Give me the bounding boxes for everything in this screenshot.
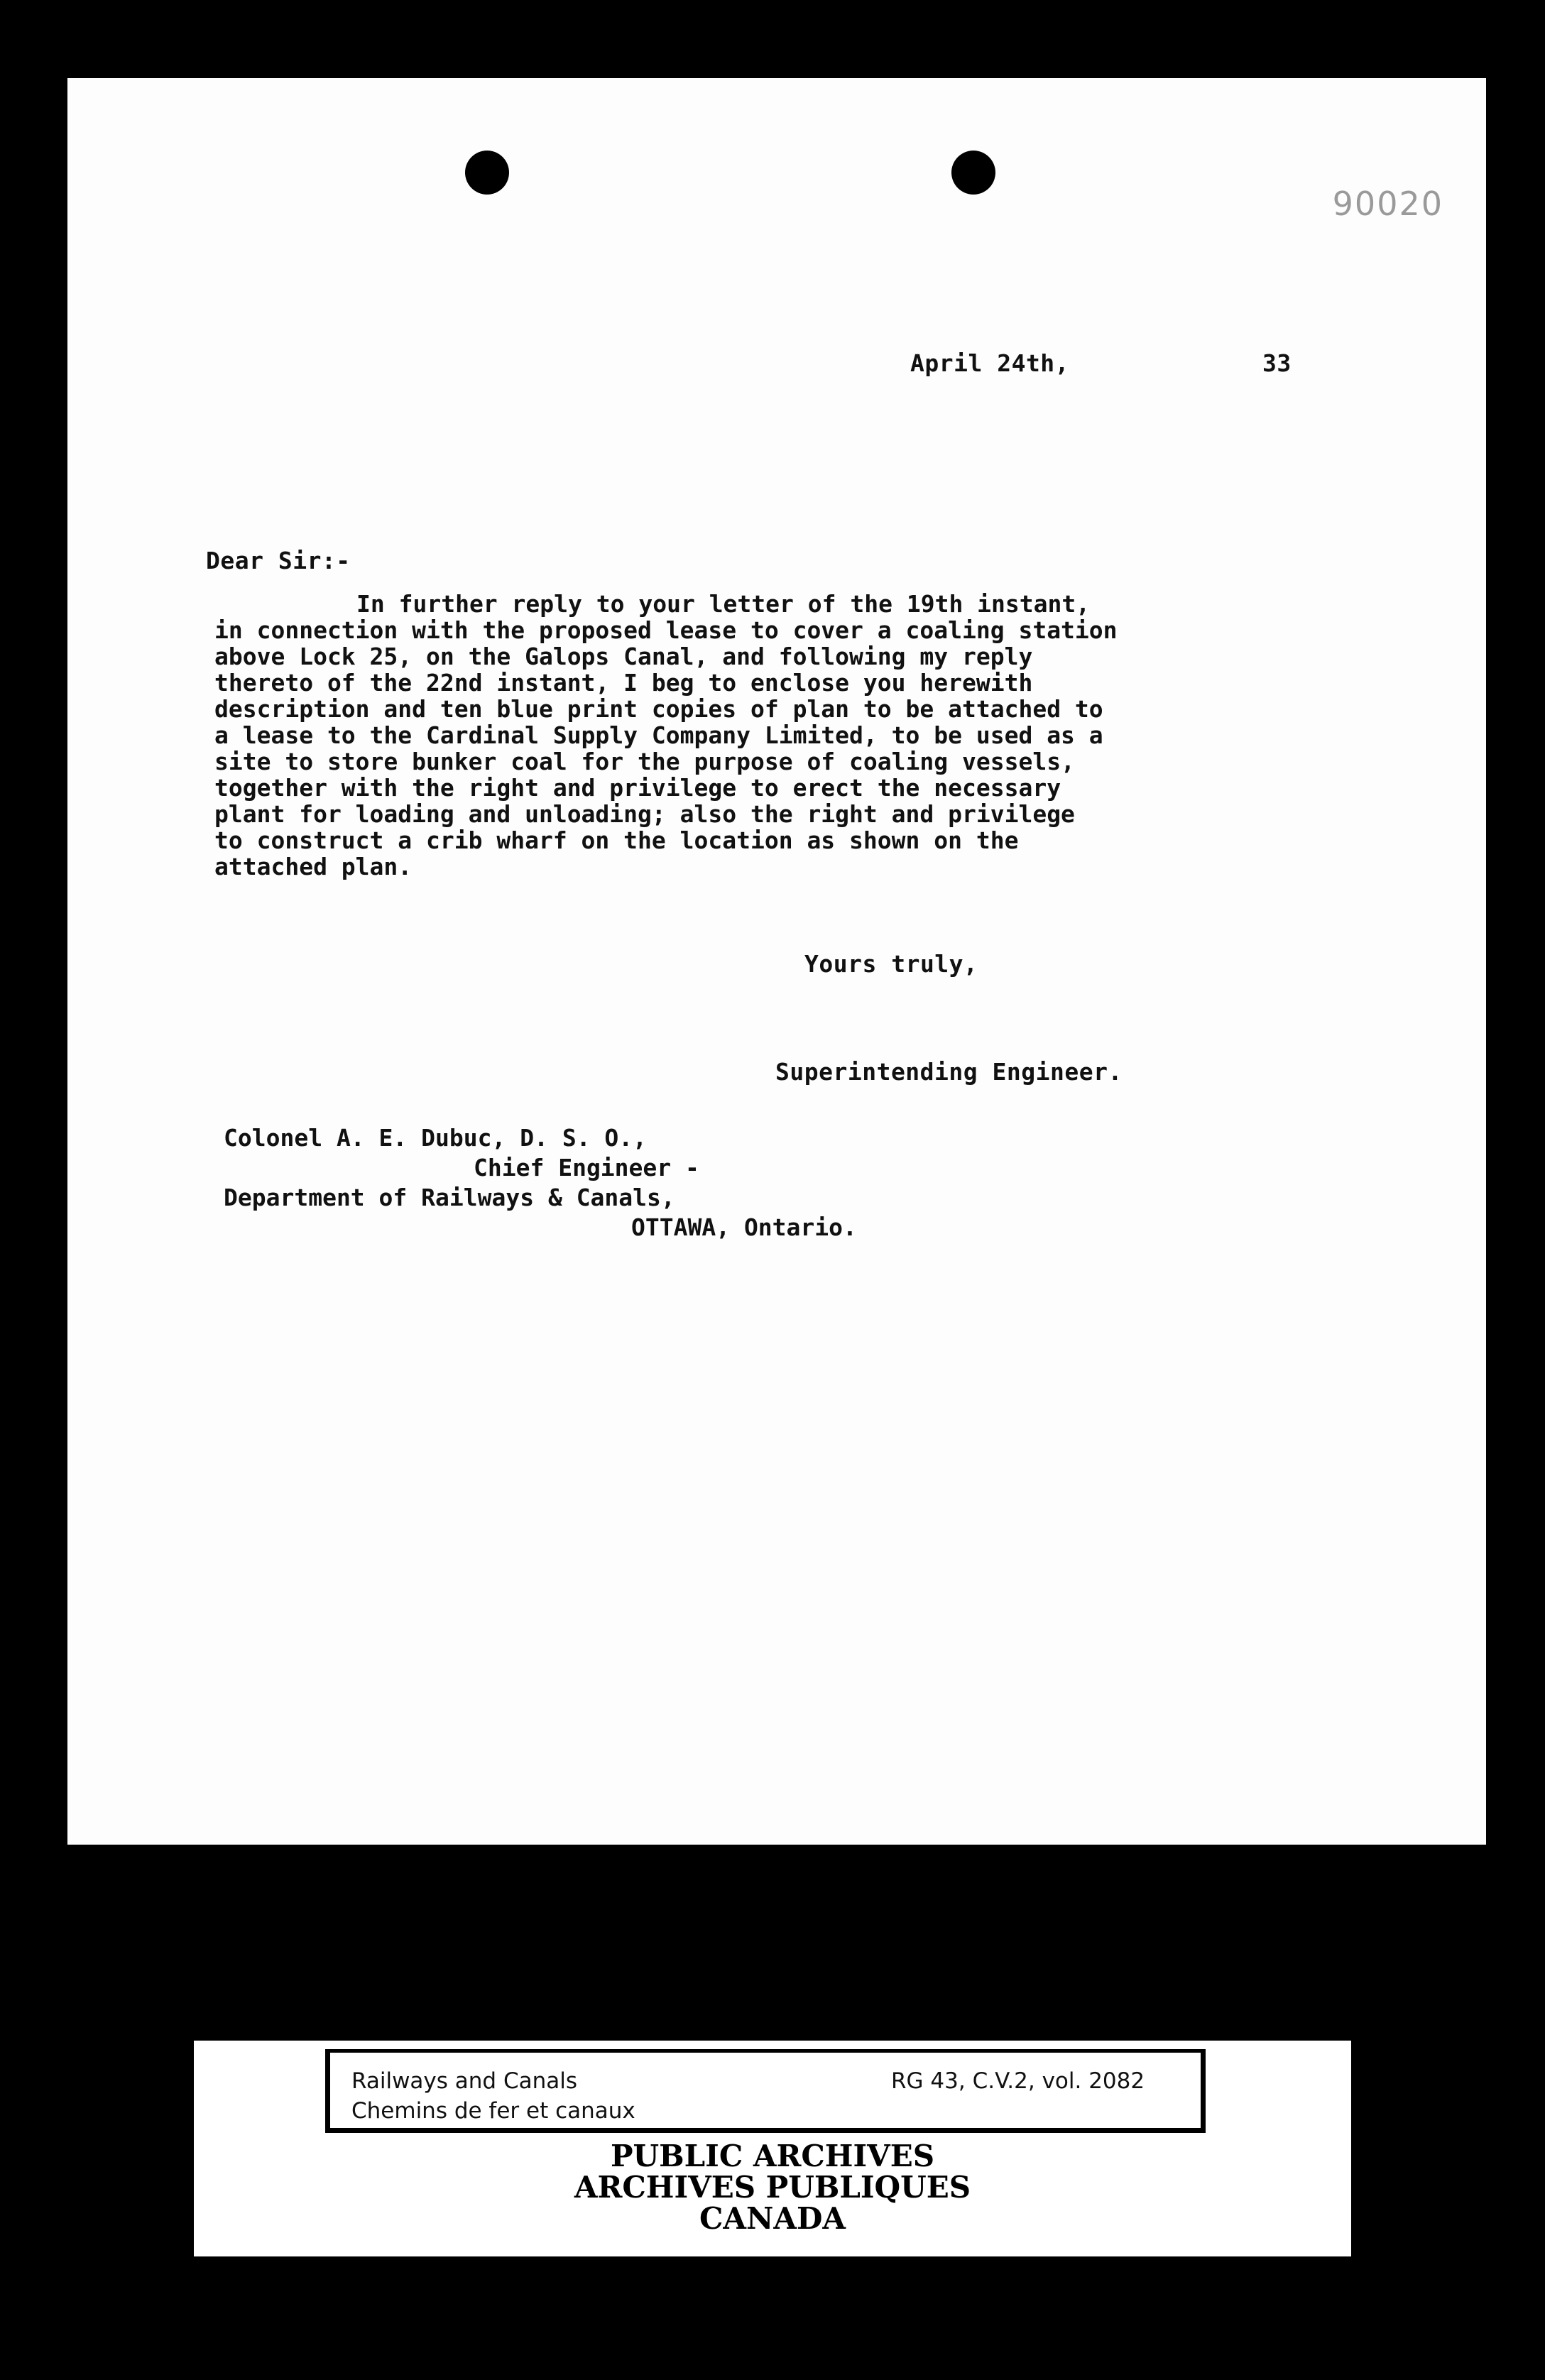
letter-salutation: Dear Sir:- <box>206 547 351 574</box>
fonds-name-english: Railways and Canals <box>351 2068 578 2094</box>
address-line: Department of Railways & Canals, <box>224 1184 675 1211</box>
recipient-address <box>224 1123 857 1243</box>
body-line: site to store bunker coal for the purpose of coaling vessels, <box>214 748 1075 775</box>
archive-card <box>194 2041 1351 2256</box>
archive-name-french: ARCHIVES PUBLIQUES <box>574 2170 971 2205</box>
archive-reference-number: RG 43, C.V.2, vol. 2082 <box>891 2068 1145 2094</box>
file-number-stamp: 90020 <box>1332 185 1443 223</box>
letter-reference-number: 33 <box>1262 349 1292 377</box>
archive-name-english: PUBLIC ARCHIVES <box>610 2139 935 2173</box>
body-line: above Lock 25, on the Galops Canal, and following my reply <box>214 643 1033 670</box>
archive-country: CANADA <box>699 2201 846 2236</box>
punch-hole-right <box>951 151 995 195</box>
body-line: plant for loading and unloading; also the right and privilege <box>214 800 1075 828</box>
body-line: attached plan. <box>214 853 413 880</box>
letter-body <box>214 591 1421 880</box>
body-line: together with the right and privilege to erect the necessary <box>214 774 1061 802</box>
address-line: OTTAWA, Ontario. <box>631 1213 857 1241</box>
fonds-name-french: Chemins de fer et canaux <box>351 2098 635 2124</box>
body-line: In further reply to your letter of the 19th instant, <box>356 590 1091 618</box>
archive-reference-label <box>325 2049 1206 2133</box>
body-line: in connection with the proposed lease to cover a coaling station <box>214 616 1118 644</box>
body-line: description and ten blue print copies of plan to be attached to <box>214 695 1103 723</box>
signature-title: Superintending Engineer. <box>775 1058 1123 1086</box>
letter-closing: Yours truly, <box>804 950 978 978</box>
punch-hole-left <box>465 151 509 195</box>
body-line: to construct a crib wharf on the location as shown on the <box>214 826 1019 854</box>
letter-date: April 24th, <box>910 349 1070 377</box>
address-line: Colonel A. E. Dubuc, D. S. O., <box>224 1124 648 1152</box>
address-line: Chief Engineer - <box>474 1154 699 1181</box>
body-line: thereto of the 22nd instant, I beg to enclose you herewith <box>214 669 1033 697</box>
body-line: a lease to the Cardinal Supply Company Limited, to be used as a <box>214 721 1103 749</box>
document-page <box>67 78 1486 1845</box>
